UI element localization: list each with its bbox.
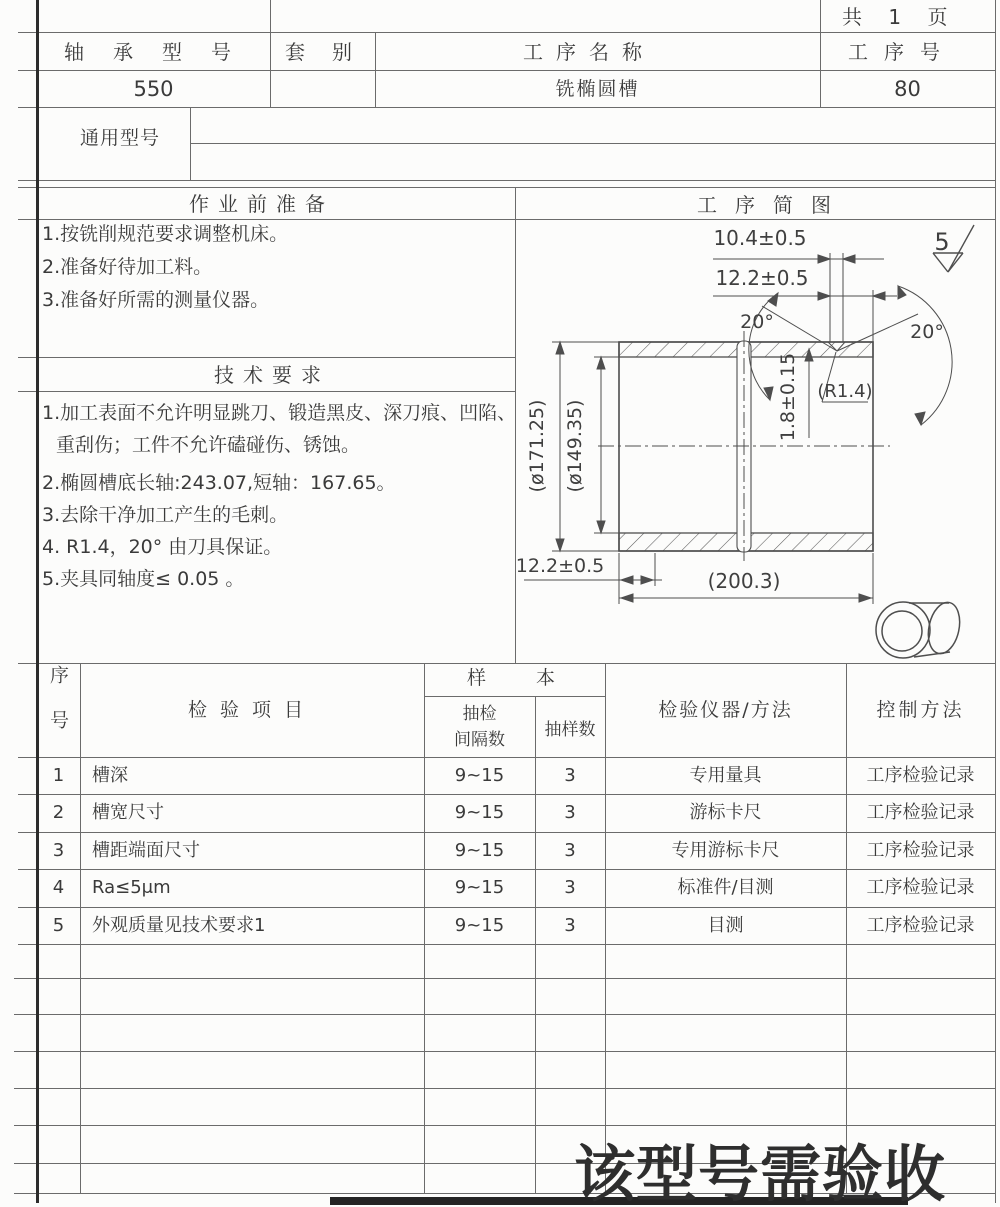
technical-line: 1.加工表面不允许明显跳刀、锻造黑皮、深刀痕、凹陷、 xyxy=(42,402,517,424)
grid-line xyxy=(18,391,515,392)
grid-line xyxy=(18,107,995,108)
dim-angle-left: 20° xyxy=(740,311,774,333)
row-item: 槽宽尺寸 xyxy=(92,802,164,823)
preparation-item: 3.准备好所需的测量仪器。 xyxy=(42,289,270,311)
row-control: 工序检验记录 xyxy=(866,765,975,786)
row-interval: 9~15 xyxy=(454,765,505,786)
row-instrument: 标准件/目测 xyxy=(677,877,774,898)
dim-inner-diameter: (ø149.35) xyxy=(564,399,586,493)
page-left-edge xyxy=(36,0,39,1203)
row-interval: 9~15 xyxy=(454,840,505,861)
process-name-header: 工序名称 xyxy=(523,40,655,64)
row-seq: 3 xyxy=(52,840,65,861)
grid-line xyxy=(270,0,271,107)
row-count: 3 xyxy=(564,915,576,936)
row-item: 槽深 xyxy=(92,765,128,786)
row-item: Ra≤5μm xyxy=(92,877,171,898)
process-no-value: 80 xyxy=(894,77,921,101)
technical-line: 4. R1.4，20° 由刀具保证。 xyxy=(42,536,283,558)
grid-line xyxy=(14,978,995,979)
bearing-model-header: 轴承型号 xyxy=(64,40,260,64)
table-row xyxy=(37,869,995,906)
col-header-sample-group: 样本 xyxy=(467,667,606,689)
grid-line xyxy=(190,143,995,144)
row-seq: 5 xyxy=(52,915,65,936)
row-control: 工序检验记录 xyxy=(866,802,975,823)
technical-line: 3.去除干净加工产生的毛刺。 xyxy=(42,504,289,526)
row-instrument: 游标卡尺 xyxy=(689,802,762,823)
grid-line xyxy=(14,1014,995,1015)
row-seq: 2 xyxy=(52,802,65,823)
dim-angle-right: 20° xyxy=(910,321,944,343)
col-header-interval-1: 抽检 xyxy=(462,704,497,724)
table-row xyxy=(37,757,995,794)
grid-line xyxy=(14,1088,995,1089)
diagram-title: 工序简图 xyxy=(697,193,849,217)
grid-line xyxy=(18,180,995,181)
technical-line: 重刮伤；工件不允许磕碰伤、锈蚀。 xyxy=(56,434,361,456)
row-count: 3 xyxy=(564,840,576,861)
table-row xyxy=(37,907,995,944)
dim-groove-bottom-width: 10.4±0.5 xyxy=(713,226,807,250)
row-count: 3 xyxy=(564,765,576,786)
grid-line xyxy=(190,107,191,180)
dim-overall-length: (200.3) xyxy=(707,569,781,593)
dim-groove-top-width: 12.2±0.5 xyxy=(715,266,809,290)
row-control: 工序检验记录 xyxy=(866,915,975,936)
dim-groove-radius: (R1.4) xyxy=(817,381,873,402)
acceptance-stamp: 该型号需验收 xyxy=(574,1139,947,1207)
col-header-interval-2: 间隔数 xyxy=(454,730,505,750)
sheet-count-label: 共 1 页 xyxy=(842,5,958,29)
process-sketch xyxy=(515,219,995,663)
grid-line xyxy=(14,1051,995,1052)
preparation-item: 2.准备好待加工料。 xyxy=(42,256,213,278)
row-seq: 1 xyxy=(52,765,65,786)
row-control: 工序检验记录 xyxy=(866,877,975,898)
row-interval: 9~15 xyxy=(454,877,505,898)
row-count: 3 xyxy=(564,802,576,823)
dim-outer-diameter: (ø171.25) xyxy=(526,399,548,493)
col-header-sample-count: 抽样数 xyxy=(544,720,596,740)
row-item: 槽距端面尺寸 xyxy=(92,840,200,861)
preparation-title: 作业前准备 xyxy=(189,192,334,216)
row-interval: 9~15 xyxy=(454,802,505,823)
center-lines xyxy=(598,331,890,561)
row-instrument: 专用游标卡尺 xyxy=(671,840,780,861)
grid-line xyxy=(18,32,995,33)
grid-line xyxy=(18,944,995,945)
row-instrument: 专用量具 xyxy=(689,765,762,786)
grid-line xyxy=(18,70,995,71)
row-seq: 4 xyxy=(52,877,65,898)
bearing-model-value: 550 xyxy=(133,77,174,101)
grid-line xyxy=(18,357,515,358)
technical-line: 2.椭圆槽底长轴:243.07,短轴：167.65。 xyxy=(42,472,396,494)
row-instrument: 目测 xyxy=(707,915,744,936)
row-control: 工序检验记录 xyxy=(866,840,975,861)
dim-end-distance: 12.2±0.5 xyxy=(515,555,605,577)
process-name-value: 铣椭圆槽 xyxy=(555,78,640,100)
set-type-header: 套别 xyxy=(285,40,379,64)
row-item: 外观质量见技术要求1 xyxy=(92,915,266,936)
col-header-instrument: 检验仪器/方法 xyxy=(658,699,793,721)
dim-groove-depth: 1.8±0.15 xyxy=(777,352,799,442)
grid-line xyxy=(18,663,995,664)
row-interval: 9~15 xyxy=(454,915,505,936)
col-header-seq: 序号 xyxy=(47,665,69,755)
technical-title: 技术要求 xyxy=(214,363,330,387)
surface-finish-grade: 5 xyxy=(934,228,950,256)
col-header-control: 控制方法 xyxy=(876,699,965,721)
table-row xyxy=(37,794,995,831)
common-model-label: 通用型号 xyxy=(80,127,161,149)
grid-line xyxy=(18,187,995,188)
technical-line: 5.夹具同轴度≤ 0.05 。 xyxy=(42,568,245,590)
col-header-item: 检验项目 xyxy=(187,699,316,721)
table-row xyxy=(37,832,995,869)
part-3d-sketch xyxy=(876,599,964,658)
grid-line xyxy=(995,0,996,1203)
preparation-item: 1.按铣削规范要求调整机床。 xyxy=(42,223,289,245)
row-count: 3 xyxy=(564,877,576,898)
grid-line xyxy=(424,696,605,697)
process-no-header: 工序号 xyxy=(848,40,956,64)
